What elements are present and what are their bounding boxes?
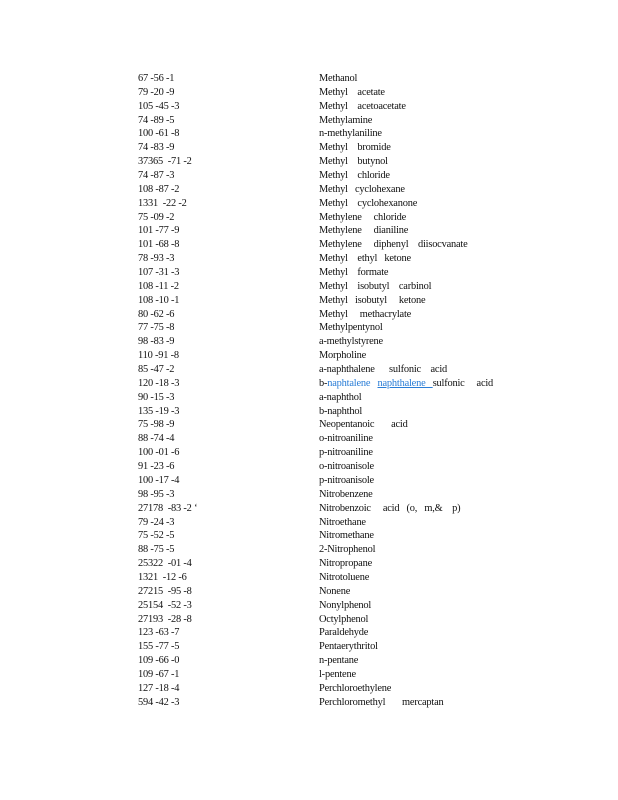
chemical-name: p-nitroaniline xyxy=(319,447,373,459)
list-item xyxy=(138,224,578,238)
chemical-name xyxy=(319,377,493,391)
cas-number: 101 -68 -8 xyxy=(138,239,180,251)
cas-number: 101 -77 -9 xyxy=(138,225,180,237)
chemical-name: Nitropropane xyxy=(319,558,372,570)
list-item xyxy=(138,86,578,100)
chemical-name: a-naphthalene sulfonic acid xyxy=(319,364,448,376)
cas-number: 27215 -95 -8 xyxy=(138,585,192,597)
list-item xyxy=(138,682,578,696)
chemical-name: Methanol xyxy=(319,73,358,84)
chemical-name: Morpholine xyxy=(319,350,367,362)
list-item xyxy=(138,432,578,446)
list-item xyxy=(138,640,578,654)
chemical-name: Nonene xyxy=(319,585,351,597)
cas-number: 75 -52 -5 xyxy=(138,530,175,542)
list-item xyxy=(138,502,578,516)
list-item xyxy=(138,238,578,252)
chemical-name: p-nitroanisole xyxy=(319,474,374,486)
list-item xyxy=(138,599,578,613)
list-item xyxy=(138,696,578,710)
list-item xyxy=(138,294,578,308)
cas-number: 74 -87 -3 xyxy=(138,170,175,182)
chemical-name: Methylamine xyxy=(319,114,373,126)
cas-number: 135 -19 -3 xyxy=(138,405,180,417)
chemical-name: o-nitroaniline xyxy=(319,433,373,445)
cas-number: 108 -10 -1 xyxy=(138,294,180,306)
cas-number: 77 -75 -8 xyxy=(138,322,175,334)
naphthalene-link[interactable]: naphthalene xyxy=(377,377,426,389)
chemical-name: Methyl chloride xyxy=(319,170,390,182)
list-item xyxy=(138,197,578,211)
cas-number: 80 -62 -6 xyxy=(138,308,175,320)
chemical-name: Methylene chloride xyxy=(319,211,407,223)
cas-number: 100 -01 -6 xyxy=(138,447,180,459)
list-item xyxy=(138,72,578,86)
naphtalene-link[interactable]: naphtalene xyxy=(327,377,371,389)
chemical-name: Methyl butynol xyxy=(319,156,388,168)
list-item xyxy=(138,571,578,585)
list-item xyxy=(138,349,578,363)
list-item xyxy=(138,308,578,322)
chemical-name: Nitromethane xyxy=(319,530,374,542)
list-item xyxy=(138,100,578,114)
chemical-name: Methylpentynol xyxy=(319,322,383,334)
list-item xyxy=(138,557,578,571)
chemical-name: Methylene diphenyl diisocvanate xyxy=(319,239,468,251)
cas-number: 75 -09 -2 xyxy=(138,211,175,223)
chemical-name: Methyl cyclohexane xyxy=(319,183,405,195)
list-item xyxy=(138,668,578,682)
cas-number: 27193 -28 -8 xyxy=(138,613,192,625)
list-item xyxy=(138,127,578,141)
cas-number: 120 -18 -3 xyxy=(138,377,180,389)
cas-number: 90 -15 -3 xyxy=(138,391,175,403)
chemical-name: Methyl acetoacetate xyxy=(319,100,406,112)
list-item xyxy=(138,280,578,294)
chemical-name: Octylphenol xyxy=(319,613,369,625)
chemical-name: a-methylstyrene xyxy=(319,336,383,348)
list-item xyxy=(138,321,578,335)
cas-number: 100 -17 -4 xyxy=(138,474,180,486)
list-item xyxy=(138,446,578,460)
cas-number: 98 -83 -9 xyxy=(138,336,175,348)
list-item xyxy=(138,114,578,128)
chemical-name: Methyl acetate xyxy=(319,86,385,98)
list-item xyxy=(138,488,578,502)
cas-number: 1321 -12 -6 xyxy=(138,571,187,583)
list-item xyxy=(138,377,578,391)
chemical-list xyxy=(138,72,578,710)
cas-number: 107 -31 -3 xyxy=(138,267,180,279)
list-item xyxy=(138,155,578,169)
list-item xyxy=(138,460,578,474)
chemical-name: Neopentanoic acid xyxy=(319,419,408,431)
cas-number: 25154 -52 -3 xyxy=(138,599,192,611)
chemical-name: n-methylaniline xyxy=(319,128,382,140)
list-item xyxy=(138,654,578,668)
cas-number: 91 -23 -6 xyxy=(138,461,175,473)
list-item xyxy=(138,141,578,155)
list-item xyxy=(138,626,578,640)
cas-number: 594 -42 -3 xyxy=(138,696,180,708)
chemical-name: Methylene dianiline xyxy=(319,225,409,237)
list-item xyxy=(138,211,578,225)
cas-number: 109 -66 -0 xyxy=(138,655,180,667)
cas-number: 110 -91 -8 xyxy=(138,350,179,362)
list-item xyxy=(138,474,578,488)
list-item xyxy=(138,252,578,266)
list-item xyxy=(138,543,578,557)
cas-number: 37365 -71 -2 xyxy=(138,156,192,168)
name-prefix: b- xyxy=(319,377,328,389)
chemical-name: b-naphthol xyxy=(319,405,363,417)
chemical-name: Paraldehyde xyxy=(319,627,369,639)
list-item xyxy=(138,613,578,627)
name-suffix: sulfonic acid xyxy=(432,377,494,389)
cas-number: 25322 -01 -4 xyxy=(138,558,192,570)
list-item xyxy=(138,585,578,599)
chemical-name: Methyl ethyl ketone xyxy=(319,253,411,265)
cas-number: 100 -61 -8 xyxy=(138,128,180,140)
cas-number: 1331 -22 -2 xyxy=(138,197,187,209)
chemical-name: Nitrobenzoic acid (o, m,& p) xyxy=(319,502,461,514)
cas-number: 155 -77 -5 xyxy=(138,641,180,653)
chemical-name: Nitrobenzene xyxy=(319,488,373,500)
chemical-name: a-naphthol xyxy=(319,391,362,403)
list-item xyxy=(138,529,578,543)
list-item xyxy=(138,418,578,432)
cas-number: 108 -87 -2 xyxy=(138,183,180,195)
chemical-name: n-pentane xyxy=(319,655,359,667)
cas-number: 88 -74 -4 xyxy=(138,433,175,445)
cas-number: 85 -47 -2 xyxy=(138,364,175,376)
cas-number: 123 -63 -7 xyxy=(138,627,180,639)
list-item xyxy=(138,183,578,197)
chemical-name: Nitroethane xyxy=(319,516,366,528)
chemical-name: Methyl methacrylate xyxy=(319,308,412,320)
cas-number: 88 -75 -5 xyxy=(138,544,175,556)
chemical-name: Perchloroethylene xyxy=(319,682,392,694)
cas-number: 79 -24 -3 xyxy=(138,516,175,528)
cas-number: 75 -98 -9 xyxy=(138,419,175,431)
cas-number: 98 -95 -3 xyxy=(138,488,175,500)
chemical-name: Methyl formate xyxy=(319,267,389,279)
chemical-name: Perchloromethyl mercaptan xyxy=(319,696,444,708)
list-item xyxy=(138,405,578,419)
list-item xyxy=(138,363,578,377)
cas-number: 27178 -83 -2 ‘ xyxy=(138,502,198,514)
list-item xyxy=(138,169,578,183)
chemical-name: Pentaerythritol xyxy=(319,641,378,653)
chemical-name: l-pentene xyxy=(319,668,356,680)
chemical-name: Nonylphenol xyxy=(319,599,372,611)
cas-number: 108 -11 -2 xyxy=(138,280,179,292)
list-item xyxy=(138,516,578,530)
cas-number: 79 -20 -9 xyxy=(138,86,175,98)
chemical-name: o-nitroanisole xyxy=(319,461,374,473)
cas-number: 109 -67 -1 xyxy=(138,668,180,680)
cas-number: 74 -83 -9 xyxy=(138,142,175,154)
cas-number: 127 -18 -4 xyxy=(138,682,180,694)
cas-number: 78 -93 -3 xyxy=(138,253,175,265)
cas-number: 74 -89 -5 xyxy=(138,114,175,126)
chemical-name: Methyl isobutyl carbinol xyxy=(319,280,432,292)
chemical-name: Methyl isobutyl ketone xyxy=(319,294,426,306)
list-item xyxy=(138,266,578,280)
chemical-name: Methyl cyclohexanone xyxy=(319,197,418,209)
list-item xyxy=(138,391,578,405)
chemical-name: Methyl bromide xyxy=(319,142,391,154)
cas-number: 105 -45 -3 xyxy=(138,100,180,112)
cas-number: 67 -56 -1 xyxy=(138,73,175,84)
chemical-name: Nitrotoluene xyxy=(319,571,370,583)
list-item xyxy=(138,335,578,349)
chemical-name: 2-Nitrophenol xyxy=(319,544,376,556)
